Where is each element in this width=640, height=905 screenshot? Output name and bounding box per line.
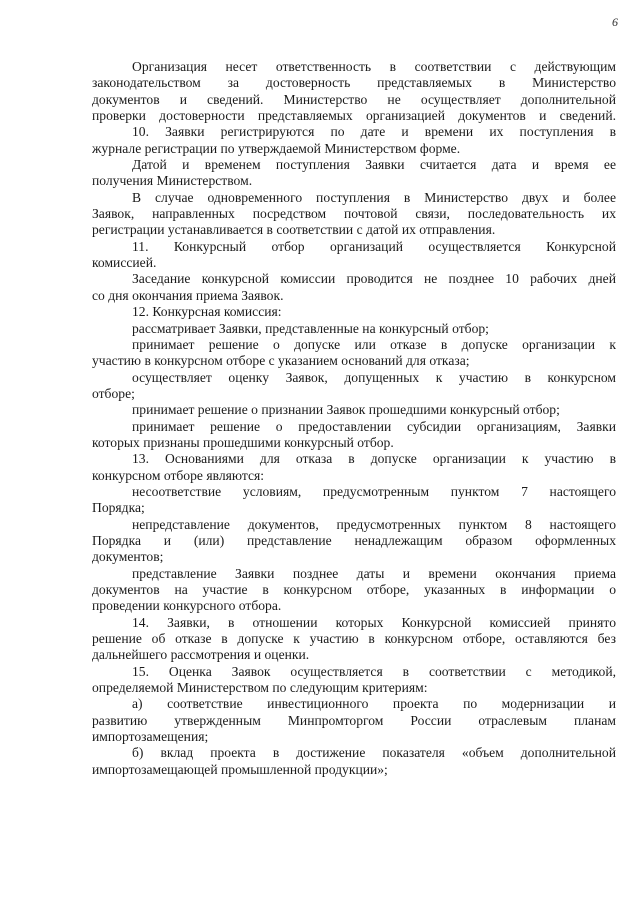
text-line: 11. Конкурсный отбор организаций осуществляется Конкурсной [132,238,616,254]
page-number: 6 [612,15,618,29]
text-line: комиссией. [92,255,157,271]
text-line: регистрации устанавливается в соответствии с датой их отправления. [92,222,496,238]
text-line: импортозамещения; [92,729,209,745]
text-line: конкурсном отборе являются: [92,467,265,483]
text-line: получения Министерством. [92,173,253,189]
text-line: Порядка; [92,500,145,516]
text-line: 12. Конкурсная комиссия: [132,304,282,320]
text-line: отборе; [92,385,135,401]
text-line: законодательством за достоверность представляемых в Министерство [92,75,616,91]
text-line: импортозамещающей промышленной продукции»; [92,761,388,777]
text-line: проведении конкурсного отбора. [92,598,282,614]
text-line: Порядка и (или) представление ненадлежащим образом оформленных [92,532,616,548]
text-line: 15. Оценка Заявок осуществляется в соответствии с методикой, [132,663,616,679]
text-line: со дня окончания приема Заявок. [92,287,284,303]
text-line: развитию утвержденным Минпромторгом России отраслевым планам [92,712,616,728]
text-line: В случае одновременного поступления в Министерство двух и более [132,189,616,205]
text-line: документов и сведений. Министерство не осуществляет дополнительной [92,91,616,107]
text-line: решение об отказе в допуске к участию в конкурсном отборе, оставляются без [92,631,616,647]
text-line: представление Заявки позднее даты и времени окончания приема [132,565,616,581]
text-line: принимает решение о признании Заявок прошедшими конкурсный отбор; [132,402,560,418]
text-line: участию в конкурсном отборе с указанием оснований для отказа; [92,353,470,369]
text-line: документов; [92,549,164,565]
document-body [92,59,616,778]
text-line: а) соответствие инвестиционного проекта по модернизации и [132,696,616,712]
text-line: принимает решение о предоставлении субсидии организациям, Заявки [132,418,616,434]
text-line: Заявок, направленных посредством почтовой связи, последовательность их [92,206,616,222]
text-line: 14. Заявки, в отношении которых Конкурсной комиссией принято [132,614,616,630]
text-line: Организация несет ответственность в соответствии с действующим [132,59,616,74]
text-line: осуществляет оценку Заявок, допущенных к участию в конкурсном [132,369,616,385]
text-line: 13. Основаниями для отказа в допуске организации к участию в [132,451,616,467]
text-line: Датой и временем поступления Заявки считается дата и время ее [132,157,616,173]
text-line: журнале регистрации по утверждаемой Министерством форме. [92,140,461,156]
text-line: 10. Заявки регистрируются по дате и времени их поступления в [132,124,616,140]
text-line: б) вклад проекта в достижение показателя «объем дополнительной [132,745,616,761]
text-line: непредставление документов, предусмотренных пунктом 8 настоящего [132,516,616,532]
text-line: принимает решение о допуске или отказе в допуске организации к [132,336,616,352]
text-line: несоответствие условиям, предусмотренным пунктом 7 настоящего [132,483,616,499]
text-line: которых признаны прошедшими конкурсный отбор. [92,434,394,450]
text-line: проверки достоверности представляемых организацией документов и сведений. [92,108,616,124]
text-line: рассматривает Заявки, представленные на конкурсный отбор; [132,320,489,336]
text-line: документов на участие в конкурсном отборе, указанных в информации о [92,582,616,597]
text-line: Заседание конкурсной комиссии проводится не позднее 10 рабочих дней [132,271,616,287]
text-line: дальнейшего рассмотрения и оценки. [92,647,310,663]
text-line: определяемой Министерством по следующим критериям: [92,680,428,696]
